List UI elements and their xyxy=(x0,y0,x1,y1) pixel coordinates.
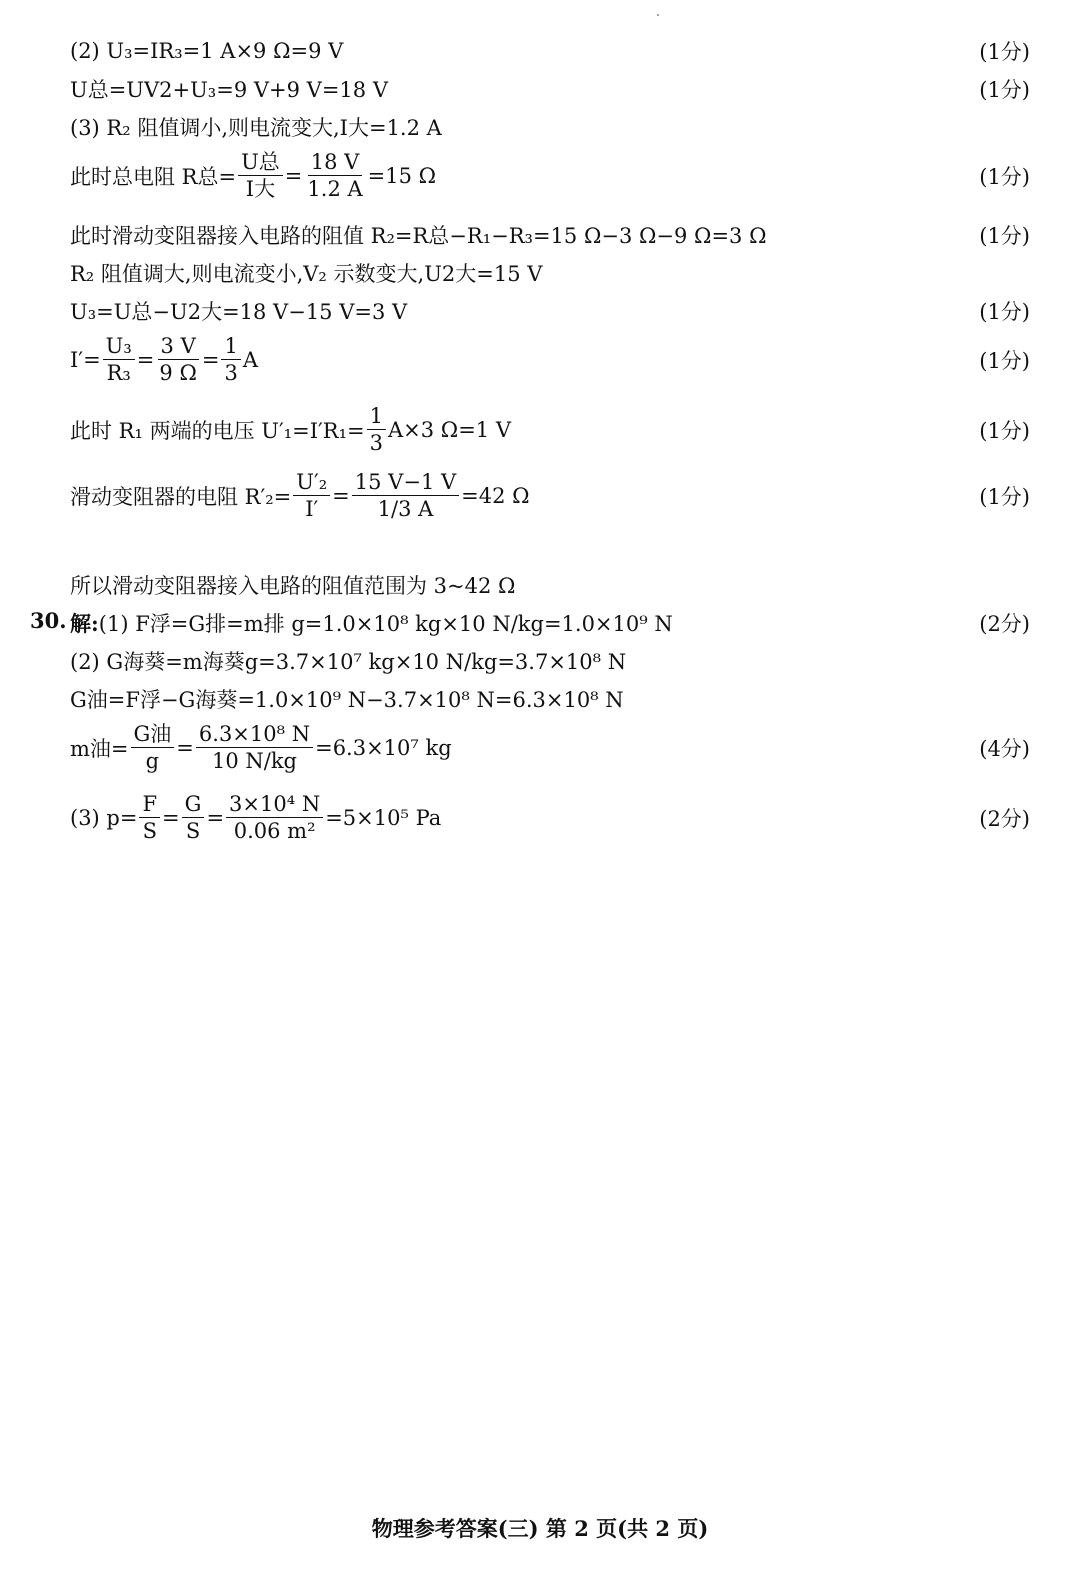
page-footer: 物理参考答案(三) 第 2 页(共 2 页) xyxy=(371,1516,709,1541)
equation-text: G油=F浮−G海葵=1.0×10⁹ N−3.7×10⁸ N=6.3×10⁸ N xyxy=(70,688,624,712)
equation xyxy=(70,470,960,521)
denominator: 10 N/kg xyxy=(211,749,297,774)
fraction xyxy=(238,150,283,201)
answer-line xyxy=(70,404,1030,455)
fraction xyxy=(139,792,160,843)
denominator: 0.06 m² xyxy=(233,819,316,844)
score-label: (4分) xyxy=(979,736,1030,761)
equation-text: 所以滑动变阻器接入电路的阻值范围为 3~42 Ω xyxy=(70,574,516,598)
answer-line xyxy=(70,722,1030,773)
numerator: G xyxy=(182,792,205,818)
equation-prefix: 此时 R₁ 两端的电压 U′₁=I′R₁= xyxy=(70,418,365,443)
fraction xyxy=(103,334,135,385)
numerator: 3 V xyxy=(158,334,199,360)
equation-suffix: A xyxy=(242,347,259,372)
equation xyxy=(70,404,960,455)
equation-suffix: A×3 Ω=1 V xyxy=(388,417,512,442)
denominator: 1/3 A xyxy=(377,497,434,522)
equation-prefix: I′= xyxy=(70,347,101,372)
equation xyxy=(70,608,960,638)
score-label: (1分) xyxy=(979,78,1030,102)
answer-line xyxy=(70,74,1030,104)
answer-line xyxy=(70,334,1030,385)
solution-lead: 解: xyxy=(70,611,99,636)
equation-prefix: 滑动变阻器的电阻 R′₂= xyxy=(70,484,292,509)
fraction xyxy=(304,150,365,201)
score-label: (2分) xyxy=(979,612,1030,636)
answer-line xyxy=(70,36,1030,66)
equation-suffix: =15 Ω xyxy=(367,163,437,188)
equation-text: (2) G海葵=m海葵g=3.7×10⁷ kg×10 N/kg=3.7×10⁸ N xyxy=(70,650,627,674)
equation-suffix: =42 Ω xyxy=(461,483,530,508)
fraction xyxy=(221,334,240,385)
equation-text: R₂ 阻值调大,则电流变小,V₂ 示数变大,U2大=15 V xyxy=(70,262,543,286)
equation-text: U总=UV2+U₃=9 V+9 V=18 V xyxy=(70,78,388,102)
equals-sign: = xyxy=(162,805,180,830)
answer-line xyxy=(70,296,1030,326)
numerator: 18 V xyxy=(308,150,363,176)
answer-line xyxy=(70,220,1030,250)
numerator: 1 xyxy=(221,334,240,360)
equation-text: (1) F浮=G排=m排 g=1.0×10⁸ kg×10 N/kg=1.0×10⁹ N xyxy=(98,612,673,636)
answer-line xyxy=(70,150,1030,201)
scan-speck xyxy=(657,14,659,16)
denominator: S xyxy=(142,819,157,844)
numerator: G油 xyxy=(131,722,175,748)
answer-line xyxy=(70,684,1030,714)
answer-line xyxy=(70,112,1030,142)
equals-sign: = xyxy=(201,347,220,372)
fraction xyxy=(352,470,459,521)
fraction xyxy=(293,470,330,521)
equation xyxy=(70,334,960,385)
denominator: S xyxy=(185,819,201,844)
numerator: U′₂ xyxy=(293,470,330,496)
answer-line xyxy=(70,258,1030,288)
denominator: I′ xyxy=(305,497,319,522)
numerator: 6.3×10⁸ N xyxy=(196,722,313,748)
equation-text: U₃=U总−U2大=18 V−15 V=3 V xyxy=(70,300,408,324)
denominator: 9 Ω xyxy=(159,361,197,386)
equation-prefix: 此时总电阻 R总= xyxy=(70,164,237,189)
answer-line xyxy=(70,470,1030,521)
denominator: R₃ xyxy=(106,361,131,386)
equals-sign: = xyxy=(284,163,303,188)
score-label: (1分) xyxy=(979,300,1030,324)
equation-suffix: =6.3×10⁷ kg xyxy=(315,735,452,760)
numerator: 1 xyxy=(367,404,386,430)
score-label: (1分) xyxy=(979,40,1030,64)
fraction xyxy=(182,792,205,843)
equation-suffix: =5×10⁵ Pa xyxy=(325,805,442,830)
equation-text: (3) R₂ 阻值调小,则电流变大,I大=1.2 A xyxy=(70,116,442,140)
numerator: F xyxy=(139,792,160,818)
fraction xyxy=(131,722,175,773)
answer-line xyxy=(70,646,1030,676)
equation-prefix: (3) p= xyxy=(70,805,138,830)
equation xyxy=(70,722,960,773)
score-label: (2分) xyxy=(979,806,1030,831)
numerator: 15 V−1 V xyxy=(352,470,459,496)
score-label: (1分) xyxy=(979,484,1030,509)
numerator: U₃ xyxy=(103,334,135,360)
denominator: g xyxy=(145,749,160,774)
equation xyxy=(70,792,960,843)
equals-sign: = xyxy=(136,347,155,372)
equation xyxy=(70,150,960,201)
denominator: 1.2 A xyxy=(307,177,363,202)
equation-prefix: m油= xyxy=(70,736,129,761)
equals-sign: = xyxy=(176,735,194,760)
denominator: 3 xyxy=(369,431,383,456)
equals-sign: = xyxy=(206,805,225,830)
question-number: 30. xyxy=(30,608,67,633)
score-label: (1分) xyxy=(979,418,1030,443)
fraction xyxy=(367,404,386,455)
score-label: (1分) xyxy=(979,164,1030,189)
numerator: U总 xyxy=(238,150,283,176)
score-label: (1分) xyxy=(979,224,1030,248)
answer-line xyxy=(70,792,1030,843)
score-label: (1分) xyxy=(979,348,1030,373)
fraction xyxy=(196,722,313,773)
answer-line xyxy=(70,570,1030,600)
equals-sign: = xyxy=(332,483,350,508)
denominator: I大 xyxy=(245,177,276,202)
fraction xyxy=(156,334,199,385)
denominator: 3 xyxy=(224,361,238,386)
fraction xyxy=(226,792,323,843)
equation-text: 此时滑动变阻器接入电路的阻值 R₂=R总−R₁−R₃=15 Ω−3 Ω−9 Ω=3 Ω xyxy=(70,224,767,248)
equation-text: (2) U₃=IR₃=1 A×9 Ω=9 V xyxy=(70,39,344,63)
answer-line xyxy=(70,608,1030,638)
numerator: 3×10⁴ N xyxy=(226,792,323,818)
